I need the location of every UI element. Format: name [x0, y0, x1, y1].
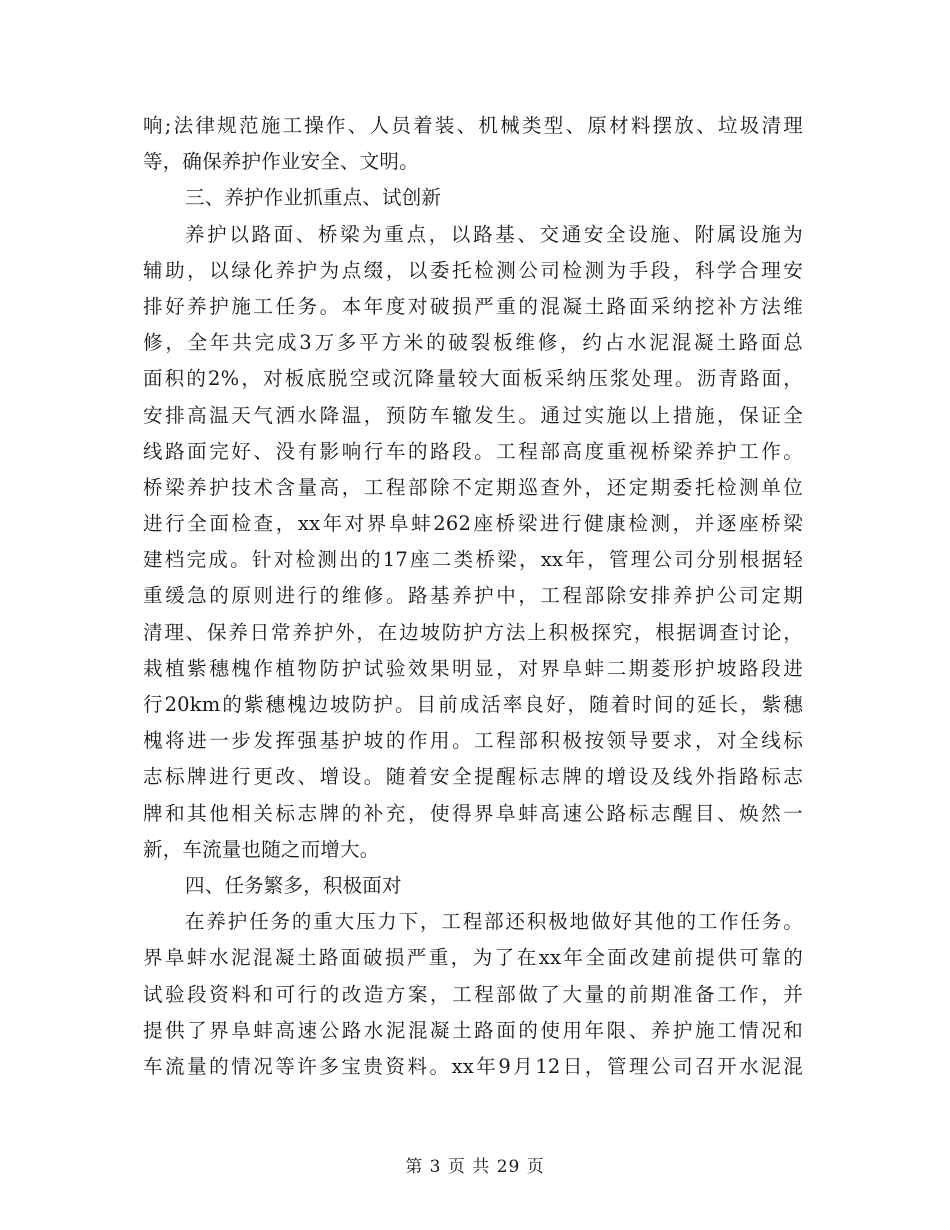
text-line: 建档完成。针对检测出的17座二类桥梁，xx年，管理公司分别根据轻 — [143, 548, 803, 572]
text-line: 在养护任务的重大压力下，工程部还积极地做好其他的工作任务。 — [185, 910, 803, 934]
text-line: 行20km的紫穗槐边坡防护。目前成活率良好，随着时间的延长，紫穗 — [143, 693, 803, 716]
text-line: 响;法律规范施工操作、人员着装、机械类型、原材料摆放、垃圾清理 — [143, 114, 803, 137]
text-line: 界阜蚌水泥混凝土路面破损严重，为了在xx年全面改建前提供可靠的 — [143, 946, 803, 970]
text-line: 修，全年共完成3万多平方米的破裂板维修，约占水泥混凝土路面总 — [143, 331, 803, 355]
text-line: 新，车流量也随之而增大。 — [143, 837, 380, 861]
text-line: 桥梁养护技术含量高，工程部除不定期巡查外，还定期委托检测单位 — [143, 475, 803, 499]
section-heading: 四、任务繁多，积极面对 — [185, 873, 402, 897]
document-body — [143, 108, 803, 1085]
text-line: 志标牌进行更改、增设。随着安全提醒标志牌的增设及线外指路标志 — [143, 765, 803, 789]
text-line: 提供了界阜蚌高速公路水泥混凝土路面的使用年限、养护施工情况和 — [143, 1018, 803, 1042]
text-line: 栽植紫穗槐作植物防护试验效果明显，对界阜蚌二期菱形护坡路段进 — [143, 656, 803, 680]
text-line: 牌和其他相关标志牌的补充，使得界阜蚌高速公路标志醒目、焕然一 — [143, 801, 803, 825]
text-line: 线路面完好、没有影响行车的路段。工程部高度重视桥梁养护工作。 — [143, 439, 803, 463]
section-heading: 三、养护作业抓重点、试创新 — [185, 186, 442, 210]
text-line: 重缓急的原则进行的维修。路基养护中，工程部除安排养护公司定期 — [143, 584, 803, 608]
text-line: 辅助，以绿化养护为点缀，以委托检测公司检测为手段，科学合理安 — [143, 258, 803, 282]
text-line: 槐将进一步发挥强基护坡的作用。工程部积极按领导要求，对全线标 — [143, 729, 803, 753]
text-line: 养护以路面、桥梁为重点，以路基、交通安全设施、附属设施为 — [185, 222, 803, 246]
text-line: 进行全面检查，xx年对界阜蚌262座桥梁进行健康检测，并逐座桥梁 — [143, 512, 803, 536]
text-line: 清理、保养日常养护外，在边坡防护方法上积极探究，根据调查讨论， — [143, 620, 803, 644]
text-line: 车流量的情况等许多宝贵资料。xx年9月12日，管理公司召开水泥混 — [143, 1054, 803, 1078]
text-line: 安排高温天气洒水降温，预防车辙发生。通过实施以上措施，保证全 — [143, 403, 803, 427]
text-line: 面积的2%，对板底脱空或沉降量较大面板采纳压浆处理。沥青路面， — [143, 367, 803, 391]
text-line: 排好养护施工任务。本年度对破损严重的混凝土路面采纳挖补方法维 — [143, 294, 803, 318]
text-line: 等，确保养护作业安全、文明。 — [143, 150, 419, 174]
text-line: 试验段资料和可行的改造方案，工程部做了大量的前期准备工作，并 — [143, 982, 803, 1006]
page-footer: 第 3 页 共 29 页 — [405, 1157, 545, 1177]
